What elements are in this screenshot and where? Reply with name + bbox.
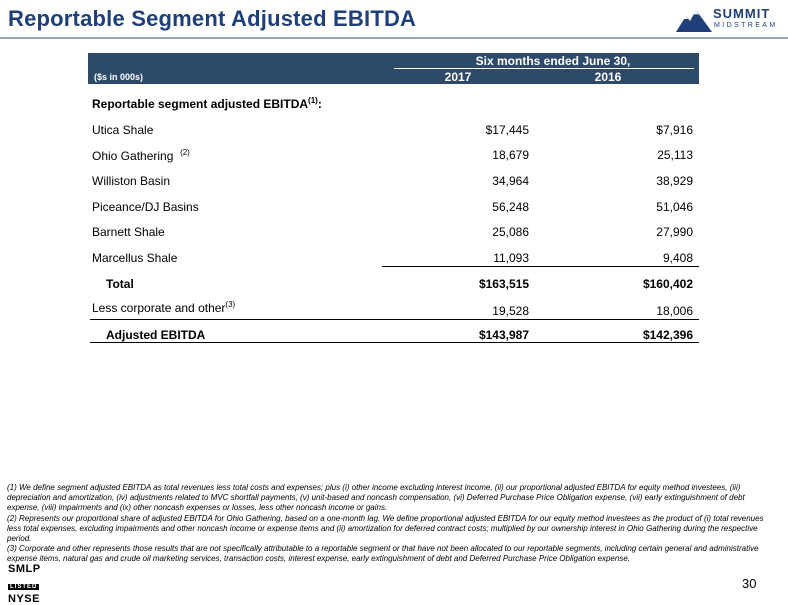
less-corporate-row	[92, 300, 695, 316]
row-label: Williston Basin	[92, 174, 171, 188]
row-label: Utica Shale	[92, 123, 154, 137]
value-2016: 9,408	[662, 251, 693, 265]
ticker-symbol: SMLP	[8, 563, 41, 575]
total-2016: $160,402	[642, 277, 693, 291]
table-row	[92, 123, 695, 139]
less-corporate-2016: 18,006	[656, 304, 693, 318]
table-row	[92, 148, 695, 164]
table-row	[92, 174, 695, 190]
page-number: 30	[742, 576, 757, 591]
mountain-icon	[676, 8, 712, 32]
period-header: Six months ended June 30,	[475, 54, 631, 68]
value-2016: 27,990	[656, 225, 693, 239]
value-2017: 34,964	[492, 174, 529, 188]
value-2017: 25,086	[492, 225, 529, 239]
table-row	[92, 225, 695, 241]
adjusted-ebitda-2016: $142,396	[642, 328, 693, 342]
total-label: Total	[106, 277, 134, 291]
adjusted-top-rule	[90, 319, 699, 320]
value-2017: 18,679	[492, 148, 529, 162]
adjusted-ebitda-label: Adjusted EBITDA	[106, 328, 206, 342]
row-label: Marcellus Shale	[92, 251, 178, 265]
logo-word-summit: SUMMIT	[713, 6, 771, 21]
ticker-logo	[8, 563, 54, 605]
total-row	[92, 277, 695, 293]
value-2017: 56,248	[492, 200, 529, 214]
section-label: Reportable segment adjusted EBITDA$^{(1)}$:	[92, 96, 322, 111]
value-2016: 25,113	[657, 148, 693, 162]
table-header	[88, 53, 699, 84]
listed-badge: LISTED	[10, 584, 38, 590]
year-2017-header: 2017	[444, 70, 472, 84]
footnote-1: (1) We define segment adjusted EBITDA as total revenues less total costs and expenses; plus (i) other income excluding interest income, (ii) our proportional adjusted EBITDA for equity method investees, (iii) depreciation and amortization, (iv) adjustments related to MVC shortfall payments, (v) unit-based and noncash compensation, (vi) Deferred Purchase Price Obligation expense, (vii) early extinguishment of debt expense, (viii) impairments and (ix) other noncash expenses or losses, less other noncash income or gains.	[7, 483, 745, 513]
table-row	[92, 200, 695, 216]
period-underline	[394, 68, 694, 69]
page-title: Reportable Segment Adjusted EBITDA	[8, 6, 417, 31]
less-corporate-2017: 19,528	[492, 304, 529, 318]
value-2016: 38,929	[656, 174, 693, 188]
footnote-3: (3) Corporate and other represents those results that are not specifically attributable to a reportable segment or that have not been allocated to our reportable segments, including certain general and administrative expense items, natural gas and crude oil marketing services, transaction costs, interest expense, early extinguishment of debt and Deferred Purchase Price Obligation expense.	[7, 544, 759, 564]
row-label: Barnett Shale	[92, 225, 165, 239]
year-2016-header: 2016	[594, 70, 622, 84]
row-label: Ohio Gathering $^{(2)}$	[92, 148, 190, 163]
logo-word-midstream: MIDSTREAM	[714, 22, 778, 29]
total-2017: $163,515	[478, 277, 529, 291]
footnotes	[7, 483, 779, 565]
footnote-2: (2) Represents our proportional share of adjusted EBITDA for Ohio Gathering, based on a one-month lag. We define proportional adjusted EBITDA for our equity method investees as the product of (i) total revenues less total expenses, excluding impairments and other noncash income or expense items and (ii) amortization for deferred contract costs; multiplied by our ownership interest in Ohio Gathering during the respective period.	[7, 513, 764, 544]
value-2017: 11,093	[493, 251, 529, 265]
summit-logo	[676, 5, 780, 35]
subtotal-rule	[382, 266, 699, 267]
exchange-name: NYSE	[8, 593, 40, 605]
title-rule	[0, 37, 788, 39]
value-2016: 51,046	[656, 200, 693, 214]
less-corporate-label: Less corporate and other$^{(3)}$	[92, 300, 236, 315]
row-label: Piceance/DJ Basins	[92, 200, 199, 214]
adjusted-ebitda-2017: $143,987	[478, 328, 529, 342]
units-label: ($s in 000s)	[94, 72, 144, 82]
value-2017: $17,445	[485, 123, 529, 137]
adjusted-bottom-rule	[90, 342, 699, 343]
table-row	[92, 251, 695, 267]
value-2016: $7,916	[656, 123, 693, 137]
